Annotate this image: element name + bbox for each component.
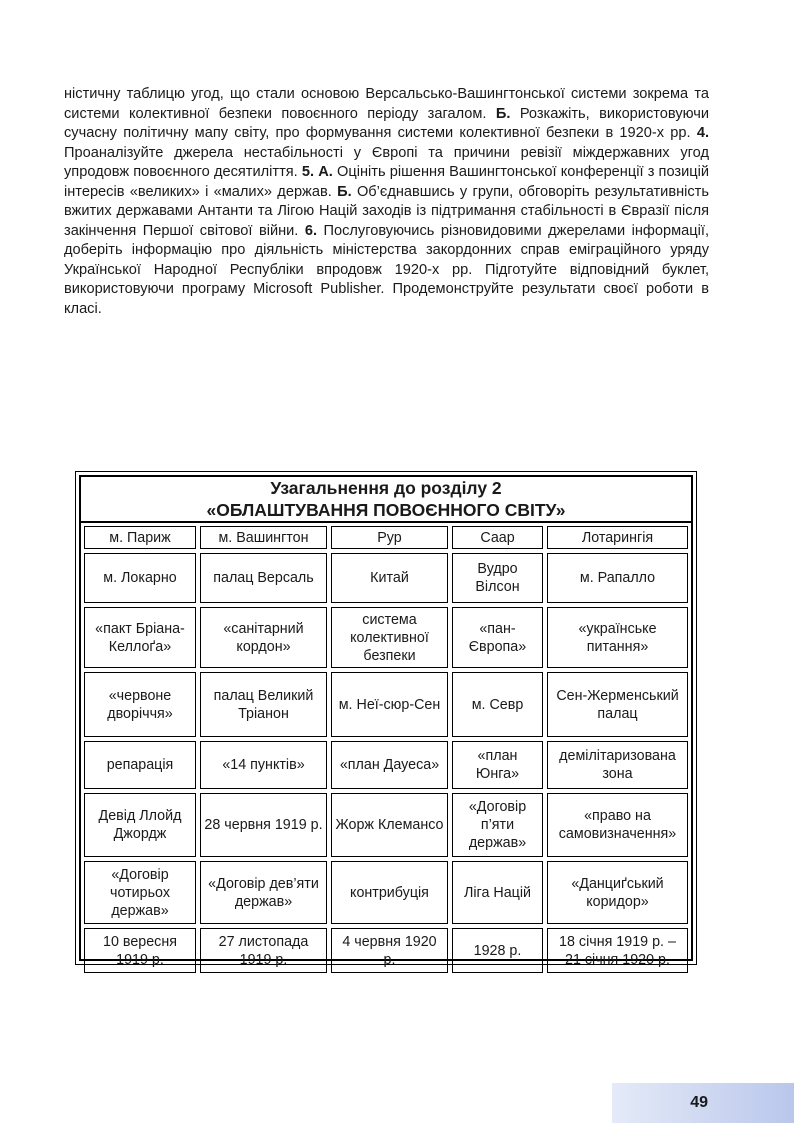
summary-cell xyxy=(331,741,448,789)
summary-cell xyxy=(452,553,543,603)
cell-text: палац Версаль xyxy=(213,570,314,586)
summary-cell xyxy=(84,607,196,668)
summary-cell xyxy=(331,672,448,737)
summary-cell xyxy=(331,928,448,973)
summary-cell xyxy=(452,526,543,549)
cell-text: репарація xyxy=(106,757,174,773)
cell-text: «план Юнга» xyxy=(475,748,520,782)
summary-cell xyxy=(200,861,327,924)
summary-cell xyxy=(200,741,327,789)
page-number: 49 xyxy=(690,1094,708,1111)
text-segment: Оцініть рішення Вашингтонської конференції з позицій інтересів «великих» і «малих» держав. xyxy=(64,164,710,200)
cell-text: Девід Ллойд Джордж xyxy=(98,808,182,842)
cell-text: «українське питання» xyxy=(578,620,657,655)
item-marker: Б. xyxy=(337,183,352,200)
item-marker: 5. А. xyxy=(301,164,333,180)
cell-text: м. Париж xyxy=(109,529,171,546)
summary-cell xyxy=(84,672,196,737)
summary-title-line2: «ОБЛАШТУВАННЯ ПОВОЄННОГО СВІТУ» xyxy=(206,500,566,520)
cell-text: Рур xyxy=(377,529,402,546)
text-segment: Проаналізуйте джерела нестабільності у Європі та причини ревізії міждержавних угод упродовж повоєнного десятиліття. xyxy=(64,144,709,180)
summary-cell xyxy=(200,526,327,549)
summary-cell xyxy=(547,553,688,603)
cell-text: 10 вересня 1919 р. xyxy=(103,933,177,968)
cell-text: «санітарний кордон» xyxy=(223,620,304,655)
text-segment: Послуговуючись різновидовими джерелами інформації, доберіть інформацію про діяльність міністерства закордонних справ еміграційного уряду Української Народної Республіки впродовж 1920-х рр. Підготуйте відповідний буклет, використовуючи програму Microsoft Publisher. Продемонструйте результати своєї роботи в класі. xyxy=(64,222,709,317)
cell-text: Китай xyxy=(370,570,409,586)
cell-text: Ліга Націй xyxy=(463,884,531,901)
summary-grid xyxy=(81,523,691,976)
cell-text: м. Севр xyxy=(471,696,524,713)
summary-cell xyxy=(547,793,688,857)
cell-text: «пакт Бріана-Келлоґа» xyxy=(95,620,185,655)
cell-text: Лотарингія xyxy=(581,529,654,546)
cell-text: м. Локарно xyxy=(103,570,177,586)
page-number-tab xyxy=(612,1083,794,1123)
summary-cell xyxy=(200,553,327,603)
cell-text: 4 червня 1920 р. xyxy=(342,933,437,968)
cell-text: система колективної безпеки xyxy=(350,611,429,664)
summary-cell xyxy=(200,672,327,737)
summary-cell xyxy=(547,607,688,668)
summary-cell xyxy=(331,526,448,549)
summary-cell xyxy=(84,928,196,973)
summary-cell xyxy=(200,928,327,973)
cell-text: «Договір п’яти держав» xyxy=(468,799,527,851)
summary-cell xyxy=(331,861,448,924)
cell-text: «пан-Європа» xyxy=(468,620,527,655)
summary-frame-inner xyxy=(79,475,693,968)
cell-text: 18 січня 1919 р. – 21 січня 1920 р. xyxy=(559,933,676,968)
text-segment: Об’єднавшись у групи, обговоріть результативність вжитих державами Антанти та Лігою Націй заходів із підтримання стабільності в Євразії після закінчення Першої світової війни. xyxy=(64,183,709,239)
text-segment: ністичну таблицю угод, що стали основою Версальсько-Вашингтонської системи зокрема та системи колективної безпеки повоєнного періоду загалом. xyxy=(64,86,709,122)
summary-cell xyxy=(331,553,448,603)
cell-text: демілітаризована зона xyxy=(559,748,676,782)
summary-cell xyxy=(200,607,327,668)
summary-cell xyxy=(547,861,688,924)
cell-text: 1928 р. xyxy=(473,942,522,959)
summary-cell xyxy=(84,793,196,857)
cell-text: «Данциґський коридор» xyxy=(571,875,664,910)
cell-text: 27 листопада 1919 р. xyxy=(218,933,309,968)
summary-cell xyxy=(547,928,688,973)
cell-text: м. Неї-сюр-Сен xyxy=(338,696,441,713)
summary-cell xyxy=(452,741,543,789)
summary-title-line1: Узагальнення до розділу 2 xyxy=(270,478,502,498)
text-segment: Розкажіть, використовуючи сучасну політичну мапу світу, про формування системи колективної безпеки в 1920-х рр. xyxy=(64,105,709,141)
cell-text: «14 пунктів» xyxy=(222,757,305,773)
summary-cell xyxy=(84,741,196,789)
summary-cell xyxy=(452,928,543,973)
cell-text: «Договір чотирьох держав» xyxy=(110,866,170,919)
cell-text: м. Вашингтон xyxy=(218,529,309,546)
cell-text: «червоне дворіччя» xyxy=(107,687,173,722)
summary-cell xyxy=(331,607,448,668)
summary-title xyxy=(81,477,691,523)
summary-cell xyxy=(452,861,543,924)
item-marker: Б. xyxy=(495,105,511,122)
cell-text: Саар xyxy=(480,529,515,546)
summary-cell xyxy=(84,526,196,549)
summary-cell xyxy=(452,607,543,668)
item-marker: 6. xyxy=(304,222,318,239)
cell-text: Вудро Вілсон xyxy=(475,561,520,595)
summary-cell xyxy=(84,553,196,603)
cell-text: «Договір дев’яти держав» xyxy=(208,875,319,910)
assignment-text xyxy=(64,85,709,319)
cell-text: «план Дауеса» xyxy=(339,757,440,773)
cell-text: Жорж Клемансо xyxy=(335,817,444,833)
cell-text: 28 червня 1919 р. xyxy=(204,817,323,833)
cell-text: м. Рапалло xyxy=(579,570,656,586)
summary-cell xyxy=(547,741,688,789)
summary-cell xyxy=(84,861,196,924)
cell-text: палац Великий Тріанон xyxy=(213,687,314,722)
summary-frame xyxy=(75,471,697,968)
summary-cell xyxy=(547,672,688,737)
summary-cell xyxy=(547,526,688,549)
item-marker: 4. xyxy=(696,125,709,141)
summary-cell xyxy=(452,672,543,737)
cell-text: контрибуція xyxy=(350,884,429,901)
summary-cell xyxy=(331,793,448,857)
summary-cell xyxy=(200,793,327,857)
summary-cell xyxy=(452,793,543,857)
cell-text: «право на самовизначення» xyxy=(558,808,677,842)
cell-text: Сен-Жерменський палац xyxy=(556,687,679,722)
